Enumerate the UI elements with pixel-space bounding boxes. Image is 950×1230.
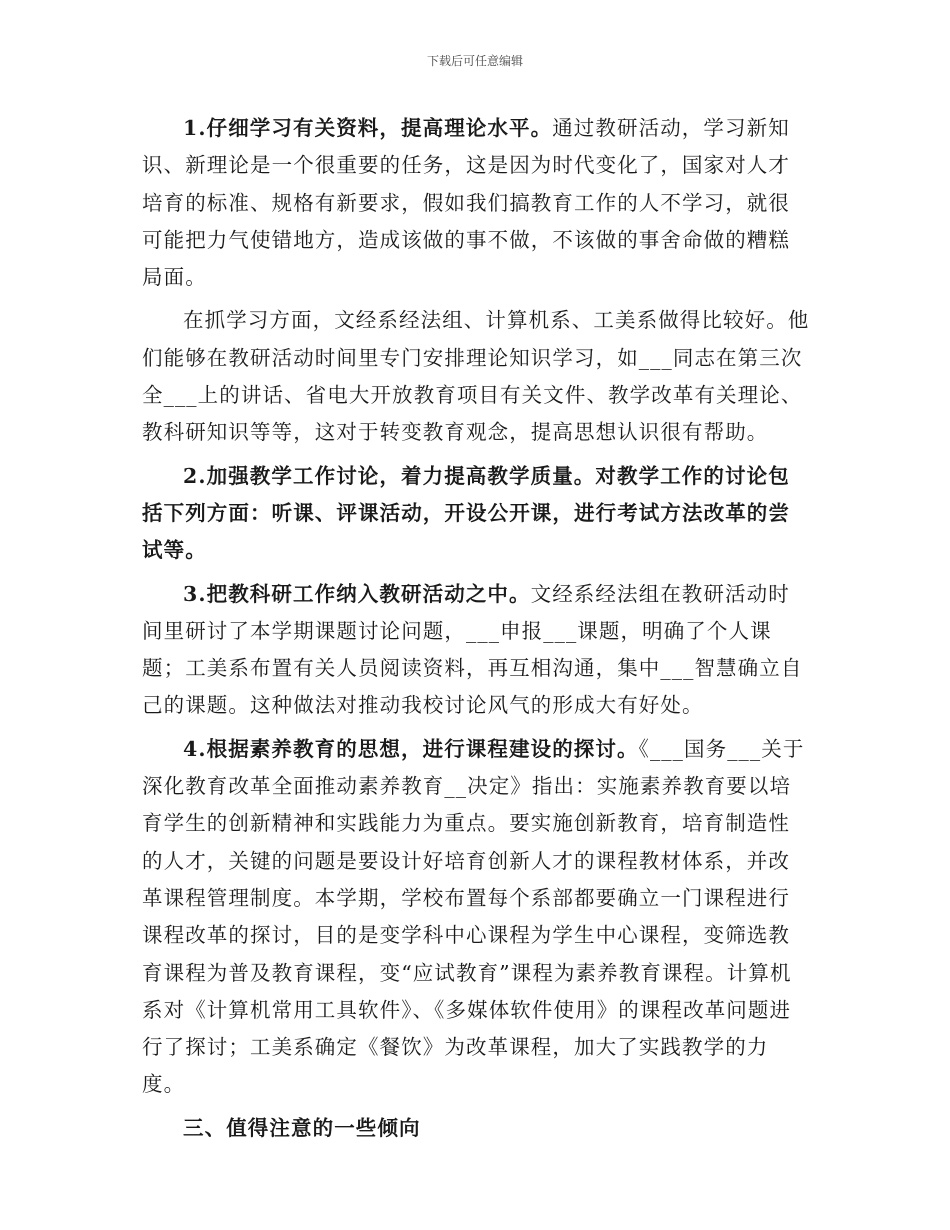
section-heading: 三、值得注意的一些倾向 [183,1115,421,1140]
paragraph-1 [142,110,810,296]
paragraph-3 [142,458,810,570]
paragraph-1-lead: 1.仔细学习有关资料，提高理论水平。 [183,116,553,140]
paragraph-4-body: 文经系经法组在教研活动时间里研讨了本学期课题讨论问题，___申报___课题，明确了个人课题；工美系布置有关人员阅读资料，再互相沟通，集中___智慧确立自己的课题。这种做法对推动我校讨论风气的形成大有好处。 [142,581,803,718]
paragraph-5-lead: 4.根据素养教育的思想，进行课程建设的探讨。 [183,736,639,761]
paragraph-2 [142,302,810,451]
paragraph-3-lead: 2.加强教学工作讨论，着力提高教学质量。对教学工作的讨论包括下列方面：听课、评课活动，开设公开课，进行考试方法改革的尝试等。 [142,463,790,563]
document-body [142,110,810,1147]
paragraph-2-body: 在抓学习方面，文经系经法组、计算机系、工美系做得比较好。他们能够在教研活动时间里专门安排理论知识学习，如___同志在第三次全___上的讲话、省电大开放教育项目有关文件、教学改革有关理论、教科研知识等等，这对于转变教育观念，提高思想认识很有帮助。 [142,308,810,445]
paragraph-1-body: 通过教研活动，学习新知识、新理论是一个很重要的任务，这是因为时代变化了，国家对人才培育的标准、规格有新要求，假如我们搞教育工作的人不学习，就很可能把力气使错地方，造成该做的事不做，不该做的事舍命做的糟糕局面。 [142,116,790,290]
page-header-note: 下载后可任意编辑 [426,54,523,68]
paragraph-4-lead: 3.把教科研工作纳入教研活动之中。 [183,581,531,606]
paragraph-4 [142,576,810,725]
paragraph-5 [142,731,810,1104]
paragraph-5-body: 《___国务___关于深化教育改革全面推动素养教育__决定》指出：实施素养教育要以培育学生的创新精神和实践能力为重点。要实施创新教育，培育制造性的人才，关键的问题是要设计好培育创新人才的课程教材体系，并改革课程管理制度。本学期，学校布置每个系部都要确立一门课程进行课程改革的探讨，目的是变学科中心课程为学生中心课程，变筛选教育课程为普及教育课程，变“应试教育”课程为素养教育课程。计算机系对《计算机常用工具软件》、《多媒体软件使用》的课程改革问题进行了探讨；工美系确定《餐饮》为改革课程，加大了实践教学的力度。 [142,736,805,1097]
